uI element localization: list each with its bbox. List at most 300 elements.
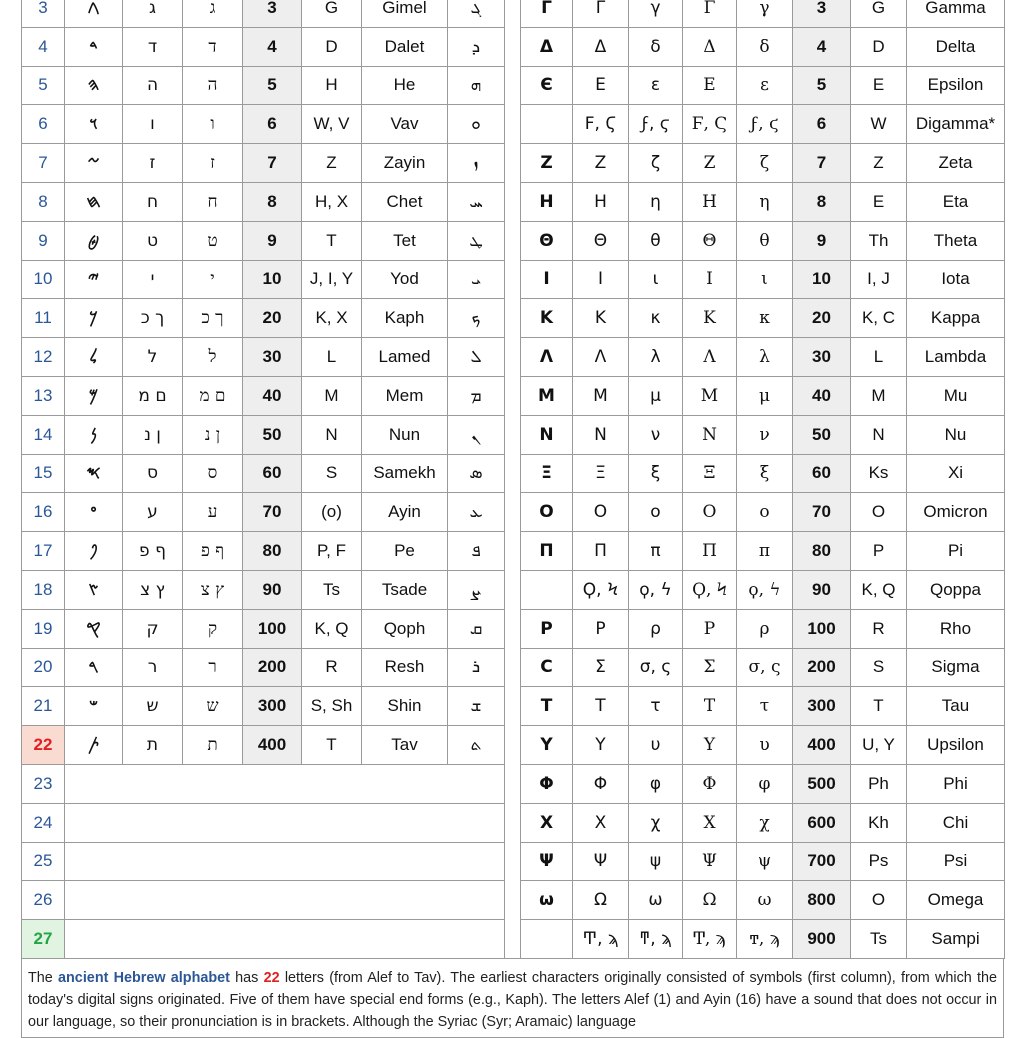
table-row — [521, 454, 1005, 493]
transliteration: Ph — [851, 764, 907, 803]
greek-lower-serif: υ — [737, 726, 793, 765]
letter-name: Samekh — [362, 454, 448, 493]
hebrew-serif-glyph: ל — [183, 338, 243, 377]
greek-upper-sans: Σ — [573, 648, 629, 687]
greek-upper-sans: Ϝ, Ϛ — [573, 105, 629, 144]
numeric-value: 7 — [793, 144, 851, 183]
table-row — [22, 609, 505, 648]
numeric-value: 3 — [793, 0, 851, 27]
numeric-value: 300 — [243, 687, 302, 726]
greek-lower-sans: π — [629, 532, 683, 571]
greek-lower-serif: π — [737, 532, 793, 571]
ancient-glyph: 𐤌 — [65, 376, 123, 415]
hebrew-glyph: ף פ — [123, 532, 183, 571]
greek-upper-sans: Π — [573, 532, 629, 571]
greek-upper-sans: Υ — [573, 726, 629, 765]
hebrew-glyph: ק — [123, 609, 183, 648]
hebrew-serif-glyph: ה — [183, 66, 243, 105]
letter-name: Mu — [907, 376, 1005, 415]
table-row — [22, 493, 505, 532]
numeric-value: 50 — [243, 415, 302, 454]
hebrew-serif-glyph: ו — [183, 105, 243, 144]
ancient-glyph: Є — [521, 66, 573, 105]
table-row — [22, 532, 505, 571]
transliteration: Th — [851, 221, 907, 260]
hebrew-serif-glyph: י — [183, 260, 243, 299]
greek-lower-sans: χ — [629, 803, 683, 842]
table-row — [22, 570, 505, 609]
greek-lower-serif: τ — [737, 687, 793, 726]
ancient-glyph: 𐤕 — [65, 726, 123, 765]
letter-name: Rho — [907, 609, 1005, 648]
greek-lower-sans: ρ — [629, 609, 683, 648]
hebrew-glyph: ט — [123, 221, 183, 260]
letter-name: Pe — [362, 532, 448, 571]
transliteration: M — [302, 376, 362, 415]
transliteration: L — [851, 338, 907, 377]
ancient-glyph: Z — [521, 144, 573, 183]
table-row — [22, 842, 505, 881]
greek-lower-serif: λ — [737, 338, 793, 377]
row-index: 3 — [22, 0, 65, 27]
numeric-value: 10 — [243, 260, 302, 299]
hebrew-serif-glyph: ן נ — [183, 415, 243, 454]
greek-upper-serif: Γ — [683, 0, 737, 27]
ancient-glyph: Δ — [521, 27, 573, 66]
greek-lower-sans: ν — [629, 415, 683, 454]
table-row — [22, 27, 505, 66]
transliteration: O — [851, 881, 907, 920]
row-index: 21 — [22, 687, 65, 726]
transliteration: S, Sh — [302, 687, 362, 726]
syriac-glyph: ܡ — [448, 376, 505, 415]
letter-name: Mem — [362, 376, 448, 415]
syriac-glyph: ܢ — [448, 415, 505, 454]
transliteration: K, C — [851, 299, 907, 338]
syriac-glyph: ܚ — [448, 182, 505, 221]
row-index: 4 — [22, 27, 65, 66]
greek-lower-serif: ϝ, ϛ — [737, 105, 793, 144]
empty-cell — [65, 920, 505, 959]
syriac-glyph: ܟ — [448, 299, 505, 338]
hebrew-glyph: ה — [123, 66, 183, 105]
ancient-glyph: 𐤄 — [65, 66, 123, 105]
table-row — [521, 648, 1005, 687]
note-text: The — [28, 970, 59, 986]
transliteration: P — [851, 532, 907, 571]
letter-name: Lambda — [907, 338, 1005, 377]
numeric-value: 7 — [243, 144, 302, 183]
transliteration: (o) — [302, 493, 362, 532]
table-row — [22, 454, 505, 493]
greek-upper-sans: Ν — [573, 415, 629, 454]
greek-lower-sans: ψ — [629, 842, 683, 881]
table-row — [22, 144, 505, 183]
transliteration: N — [851, 415, 907, 454]
greek-upper-sans: Ι — [573, 260, 629, 299]
greek-upper-sans: Δ — [573, 27, 629, 66]
greek-upper-serif: Ο — [683, 493, 737, 532]
table-row — [521, 105, 1005, 144]
ancient-glyph: N — [521, 415, 573, 454]
row-index: 24 — [22, 803, 65, 842]
greek-upper-serif: Η — [683, 182, 737, 221]
letter-name: Gamma — [907, 0, 1005, 27]
hebrew-serif-glyph: ס — [183, 454, 243, 493]
letter-name: Dalet — [362, 27, 448, 66]
hebrew-serif-glyph: ק — [183, 609, 243, 648]
table-row — [521, 920, 1005, 959]
greek-upper-serif: Ϝ, Ϛ — [683, 105, 737, 144]
row-index: 26 — [22, 881, 65, 920]
transliteration: Kh — [851, 803, 907, 842]
greek-upper-serif: Ϙ, Ϟ — [683, 570, 737, 609]
hebrew-glyph: ץ צ — [123, 570, 183, 609]
syriac-glyph: ܝ — [448, 260, 505, 299]
row-index: 22 — [22, 726, 65, 765]
greek-lower-sans: η — [629, 182, 683, 221]
hebrew-glyph: ש — [123, 687, 183, 726]
greek-lower-serif: ν — [737, 415, 793, 454]
syriac-glyph: ܠ — [448, 338, 505, 377]
greek-upper-sans: Ψ — [573, 842, 629, 881]
greek-lower-sans: κ — [629, 299, 683, 338]
transliteration: Ts — [851, 920, 907, 959]
hebrew-glyph: ס — [123, 454, 183, 493]
greek-upper-sans: Γ — [573, 0, 629, 27]
row-index: 27 — [22, 920, 65, 959]
table-row — [521, 609, 1005, 648]
syriac-glyph: ܕ — [448, 27, 505, 66]
letter-name: Tav — [362, 726, 448, 765]
hebrew-serif-glyph: ע — [183, 493, 243, 532]
greek-lower-sans: ι — [629, 260, 683, 299]
greek-upper-serif: Κ — [683, 299, 737, 338]
greek-lower-sans: μ — [629, 376, 683, 415]
numeric-value: 4 — [243, 27, 302, 66]
hebrew-glyph: ר — [123, 648, 183, 687]
greek-lower-serif: ξ — [737, 454, 793, 493]
transliteration: T — [851, 687, 907, 726]
letter-name: Chet — [362, 182, 448, 221]
syriac-glyph: ܫ — [448, 687, 505, 726]
ancient-glyph: Θ — [521, 221, 573, 260]
greek-upper-serif: Χ — [683, 803, 737, 842]
table-row — [521, 376, 1005, 415]
letter-name: Epsilon — [907, 66, 1005, 105]
syriac-glyph: ܘ — [448, 105, 505, 144]
transliteration: M — [851, 376, 907, 415]
table-row — [521, 27, 1005, 66]
greek-lower-serif: ϙ, ϟ — [737, 570, 793, 609]
greek-lower-sans: σ, ς — [629, 648, 683, 687]
hebrew-serif-glyph: ש — [183, 687, 243, 726]
letter-name: Tet — [362, 221, 448, 260]
letter-name: Shin — [362, 687, 448, 726]
hebrew-serif-glyph: ג — [183, 0, 243, 27]
table-row — [521, 764, 1005, 803]
row-index: 14 — [22, 415, 65, 454]
ancient-glyph: M — [521, 376, 573, 415]
greek-lower-sans: τ — [629, 687, 683, 726]
greek-upper-serif: Ν — [683, 415, 737, 454]
numeric-value: 400 — [793, 726, 851, 765]
hebrew-glyph: ד — [123, 27, 183, 66]
hebrew-table — [21, 0, 505, 959]
hebrew-glyph: י — [123, 260, 183, 299]
syriac-glyph: ܛ — [448, 221, 505, 260]
letter-name: Xi — [907, 454, 1005, 493]
transliteration: S — [851, 648, 907, 687]
table-row — [22, 726, 505, 765]
hebrew-glyph: ג — [123, 0, 183, 27]
letter-name: Yod — [362, 260, 448, 299]
greek-upper-serif: Σ — [683, 648, 737, 687]
letter-name: Zayin — [362, 144, 448, 183]
greek-lower-serif: δ — [737, 27, 793, 66]
letter-name: Chi — [907, 803, 1005, 842]
table-row — [22, 182, 505, 221]
transliteration: O — [851, 493, 907, 532]
letter-name: Qoph — [362, 609, 448, 648]
table-row — [22, 687, 505, 726]
table-row — [22, 803, 505, 842]
syriac-glyph: ܓ — [448, 0, 505, 27]
greek-upper-sans: Ζ — [573, 144, 629, 183]
table-row — [22, 920, 505, 959]
numeric-value: 90 — [793, 570, 851, 609]
greek-upper-sans: Ο — [573, 493, 629, 532]
syriac-glyph: ܙ — [448, 144, 505, 183]
table-row — [22, 105, 505, 144]
numeric-value: 90 — [243, 570, 302, 609]
greek-upper-sans: Μ — [573, 376, 629, 415]
transliteration: E — [851, 66, 907, 105]
letter-name: Delta — [907, 27, 1005, 66]
greek-upper-serif: Π — [683, 532, 737, 571]
transliteration: J, I, Y — [302, 260, 362, 299]
transliteration: K, Q — [851, 570, 907, 609]
ancient-glyph: Γ — [521, 0, 573, 27]
row-index: 13 — [22, 376, 65, 415]
ancient-glyph: 𐤅 — [65, 105, 123, 144]
table-row — [521, 726, 1005, 765]
table-row — [521, 570, 1005, 609]
hebrew-serif-glyph: ד — [183, 27, 243, 66]
letter-count: 22 — [263, 970, 280, 986]
greek-upper-serif: Ξ — [683, 454, 737, 493]
numeric-value: 600 — [793, 803, 851, 842]
ancient-glyph — [521, 570, 573, 609]
letter-name: Theta — [907, 221, 1005, 260]
row-index: 25 — [22, 842, 65, 881]
hebrew-glyph: ז — [123, 144, 183, 183]
hebrew-serif-glyph: ם מ — [183, 376, 243, 415]
row-index: 10 — [22, 260, 65, 299]
greek-lower-serif: ͳ, ϡ — [737, 920, 793, 959]
ancient-glyph: K — [521, 299, 573, 338]
syriac-glyph: ܬ — [448, 726, 505, 765]
row-index: 23 — [22, 764, 65, 803]
table-row — [521, 144, 1005, 183]
hebrew-serif-glyph: ף פ — [183, 532, 243, 571]
hebrew-glyph: ע — [123, 493, 183, 532]
greek-upper-serif: Ρ — [683, 609, 737, 648]
row-index: 5 — [22, 66, 65, 105]
row-index: 20 — [22, 648, 65, 687]
greek-table — [520, 0, 1005, 959]
table-row — [22, 764, 505, 803]
hebrew-glyph: ך כ — [123, 299, 183, 338]
row-index: 11 — [22, 299, 65, 338]
table-row — [22, 66, 505, 105]
numeric-value: 40 — [243, 376, 302, 415]
hebrew-glyph: ת — [123, 726, 183, 765]
hebrew-glyph: ן נ — [123, 415, 183, 454]
numeric-value: 4 — [793, 27, 851, 66]
greek-lower-serif: ω — [737, 881, 793, 920]
greek-lower-serif: μ — [737, 376, 793, 415]
greek-lower-serif: σ, ς — [737, 648, 793, 687]
greek-lower-serif: η — [737, 182, 793, 221]
ancient-glyph: ω — [521, 881, 573, 920]
greek-upper-serif: Ι — [683, 260, 737, 299]
letter-name: Iota — [907, 260, 1005, 299]
ancient-glyph: 𐤎 — [65, 454, 123, 493]
ancient-glyph: Φ — [521, 764, 573, 803]
table-row — [521, 260, 1005, 299]
numeric-value: 8 — [243, 182, 302, 221]
table-row — [22, 260, 505, 299]
numeric-value: 70 — [793, 493, 851, 532]
greek-lower-serif: θ — [737, 221, 793, 260]
greek-upper-sans: Ξ — [573, 454, 629, 493]
ancient-glyph: Ξ — [521, 454, 573, 493]
table-row — [521, 66, 1005, 105]
ancient-glyph: O — [521, 493, 573, 532]
numeric-value: 50 — [793, 415, 851, 454]
greek-upper-serif: Υ — [683, 726, 737, 765]
hebrew-serif-glyph: ר — [183, 648, 243, 687]
numeric-value: 3 — [243, 0, 302, 27]
letter-name: Sampi — [907, 920, 1005, 959]
row-index: 12 — [22, 338, 65, 377]
numeric-value: 800 — [793, 881, 851, 920]
syriac-glyph: ܦ — [448, 532, 505, 571]
greek-upper-serif: Ͳ, ϡ — [683, 920, 737, 959]
column-divider — [505, 0, 519, 958]
transliteration: H, X — [302, 182, 362, 221]
greek-upper-serif: Τ — [683, 687, 737, 726]
hebrew-glyph: ח — [123, 182, 183, 221]
greek-upper-sans: Ω — [573, 881, 629, 920]
greek-upper-sans: Ε — [573, 66, 629, 105]
footnote — [21, 958, 1004, 1038]
greek-lower-serif: κ — [737, 299, 793, 338]
numeric-value: 80 — [793, 532, 851, 571]
row-index: 9 — [22, 221, 65, 260]
greek-lower-serif: ρ — [737, 609, 793, 648]
greek-lower-sans: φ — [629, 764, 683, 803]
row-index: 19 — [22, 609, 65, 648]
row-index: 16 — [22, 493, 65, 532]
transliteration: H — [302, 66, 362, 105]
transliteration: K, X — [302, 299, 362, 338]
hebrew-alphabet-link[interactable]: ancient Hebrew alphabet — [58, 970, 230, 986]
row-index: 8 — [22, 182, 65, 221]
numeric-value: 900 — [793, 920, 851, 959]
row-index: 17 — [22, 532, 65, 571]
table-row — [22, 338, 505, 377]
syriac-glyph: ܥ — [448, 493, 505, 532]
ancient-glyph: 𐤓 — [65, 648, 123, 687]
row-index: 15 — [22, 454, 65, 493]
table-row — [521, 687, 1005, 726]
greek-lower-sans: λ — [629, 338, 683, 377]
ancient-glyph — [521, 920, 573, 959]
greek-lower-serif: χ — [737, 803, 793, 842]
letter-name: Upsilon — [907, 726, 1005, 765]
ancient-glyph: Π — [521, 532, 573, 571]
greek-lower-sans: ε — [629, 66, 683, 105]
letter-name: Psi — [907, 842, 1005, 881]
numeric-value: 5 — [243, 66, 302, 105]
empty-cell — [65, 764, 505, 803]
row-index: 7 — [22, 144, 65, 183]
transliteration: Z — [851, 144, 907, 183]
greek-upper-sans: Ϙ, Ϟ — [573, 570, 629, 609]
table-row — [521, 299, 1005, 338]
hebrew-glyph: ל — [123, 338, 183, 377]
letter-name: Nu — [907, 415, 1005, 454]
empty-cell — [65, 842, 505, 881]
transliteration: E — [851, 182, 907, 221]
transliteration: W, V — [302, 105, 362, 144]
hebrew-serif-glyph: ח — [183, 182, 243, 221]
table-row — [521, 532, 1005, 571]
numeric-value: 60 — [793, 454, 851, 493]
greek-upper-sans: Ρ — [573, 609, 629, 648]
transliteration: D — [851, 27, 907, 66]
row-index: 6 — [22, 105, 65, 144]
greek-upper-serif: Ω — [683, 881, 737, 920]
transliteration: T — [302, 726, 362, 765]
hebrew-serif-glyph: ץ צ — [183, 570, 243, 609]
ancient-glyph: 𐤒 — [65, 609, 123, 648]
numeric-value: 100 — [243, 609, 302, 648]
greek-upper-serif: Φ — [683, 764, 737, 803]
greek-lower-serif: ε — [737, 66, 793, 105]
empty-cell — [65, 881, 505, 920]
numeric-value: 8 — [793, 182, 851, 221]
ancient-glyph: 𐤏 — [65, 493, 123, 532]
transliteration: Z — [302, 144, 362, 183]
transliteration: R — [851, 609, 907, 648]
table-row — [521, 415, 1005, 454]
numeric-value: 9 — [243, 221, 302, 260]
letter-name: Digamma* — [907, 105, 1005, 144]
hebrew-serif-glyph: ך כ — [183, 299, 243, 338]
numeric-value: 300 — [793, 687, 851, 726]
note-text: letters (from Alef to Tav). The earliest characters originally consisted of symbols (first column), from which the today's digital signs originated. Five of them have special end forms (e.g., Kaph). The letters Alef (1) and Ayin (16) have a sound that does not occur in our language, so their pronunciation is in brackets. Although the Syriac (Syr; Aramaic) language — [28, 970, 997, 1030]
transliteration: R — [302, 648, 362, 687]
ancient-glyph: 𐤊 — [65, 299, 123, 338]
numeric-value: 30 — [793, 338, 851, 377]
transliteration: Ks — [851, 454, 907, 493]
transliteration: T — [302, 221, 362, 260]
numeric-value: 9 — [793, 221, 851, 260]
numeric-value: 80 — [243, 532, 302, 571]
